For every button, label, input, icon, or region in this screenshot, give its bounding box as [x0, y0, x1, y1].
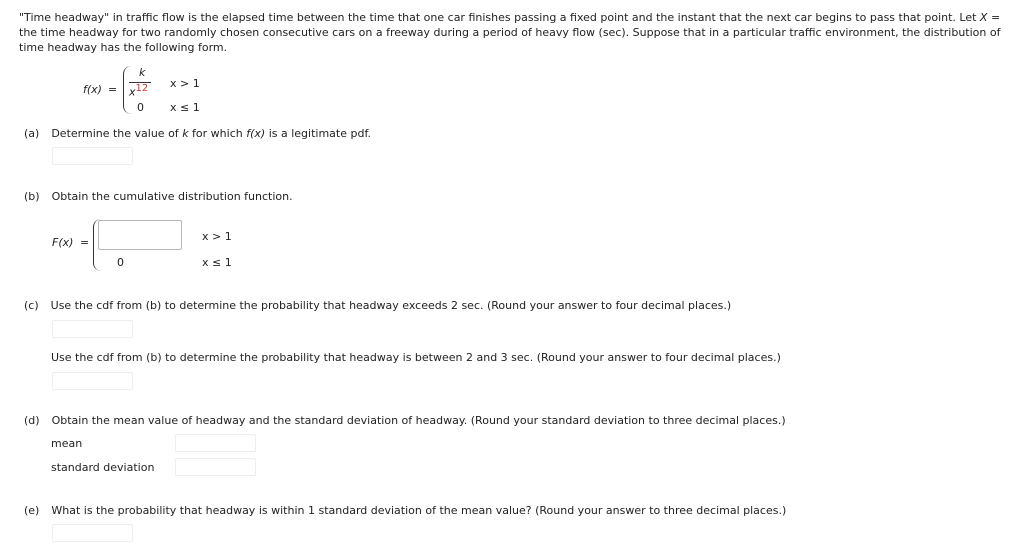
part-c-answer-input-2[interactable]: [52, 372, 133, 390]
pdf-lhs: f(x): [83, 83, 102, 96]
cdf-equals: =: [80, 236, 90, 249]
part-d-question: (d) Obtain the mean value of headway and the standard deviation of headway. (Round your standard deviation to three decimal places.): [24, 414, 786, 427]
cdf-case2-condition: x ≤ 1: [202, 256, 232, 269]
cdf-case2-value: 0: [117, 256, 124, 269]
part-e-answer-input[interactable]: [52, 524, 133, 542]
sd-label: standard deviation: [51, 461, 155, 474]
pdf-denominator: $x^{12}$: [129, 83, 149, 99]
pdf-case1-condition: x > 1: [170, 77, 200, 90]
mean-answer-input[interactable]: [175, 434, 256, 452]
part-c-question-1: (c) Use the cdf from (b) to determine the probability that headway exceeds 2 sec. (Round your answer to four decimal places.): [24, 299, 732, 312]
pdf-numerator: k: [139, 66, 146, 79]
problem-intro: "Time headway" in traffic flow is the elapsed time between the time that one car finishes passing a fixed point and the instant that the next car begins to pass that point. Let X = the time headway for two randomly chosen consecutive cars on a freeway during a period of heavy flow (sec). Suppose that in a particular traffic environment, the distribution of time headway has the following form.: [19, 11, 1001, 54]
part-a-answer-input[interactable]: [52, 147, 133, 165]
pdf-case2-condition: x ≤ 1: [170, 101, 200, 114]
part-b-question: (b) Obtain the cumulative distribution function.: [24, 190, 293, 203]
sd-answer-input[interactable]: [175, 458, 256, 476]
part-e-question: (e) What is the probability that headway is within 1 standard deviation of the mean value? (Round your answer to three decimal places.): [24, 504, 787, 517]
cdf-case1-condition: x > 1: [202, 230, 232, 243]
cdf-lhs: F(x): [52, 236, 74, 249]
mean-label: mean: [51, 437, 83, 450]
variable-x: X: [979, 11, 988, 24]
part-b-cdf-input[interactable]: [98, 220, 182, 250]
pdf-case2-value: 0: [137, 101, 144, 114]
part-c-answer-input-1[interactable]: [52, 320, 133, 338]
pdf-equals: =: [108, 83, 118, 96]
part-a-question: (a) Determine the value of k for which f(x) is a legitimate pdf.: [24, 127, 372, 140]
part-c-question-2: Use the cdf from (b) to determine the probability that headway is between 2 and 3 sec. (Round your answer to four decimal places.): [51, 351, 781, 364]
